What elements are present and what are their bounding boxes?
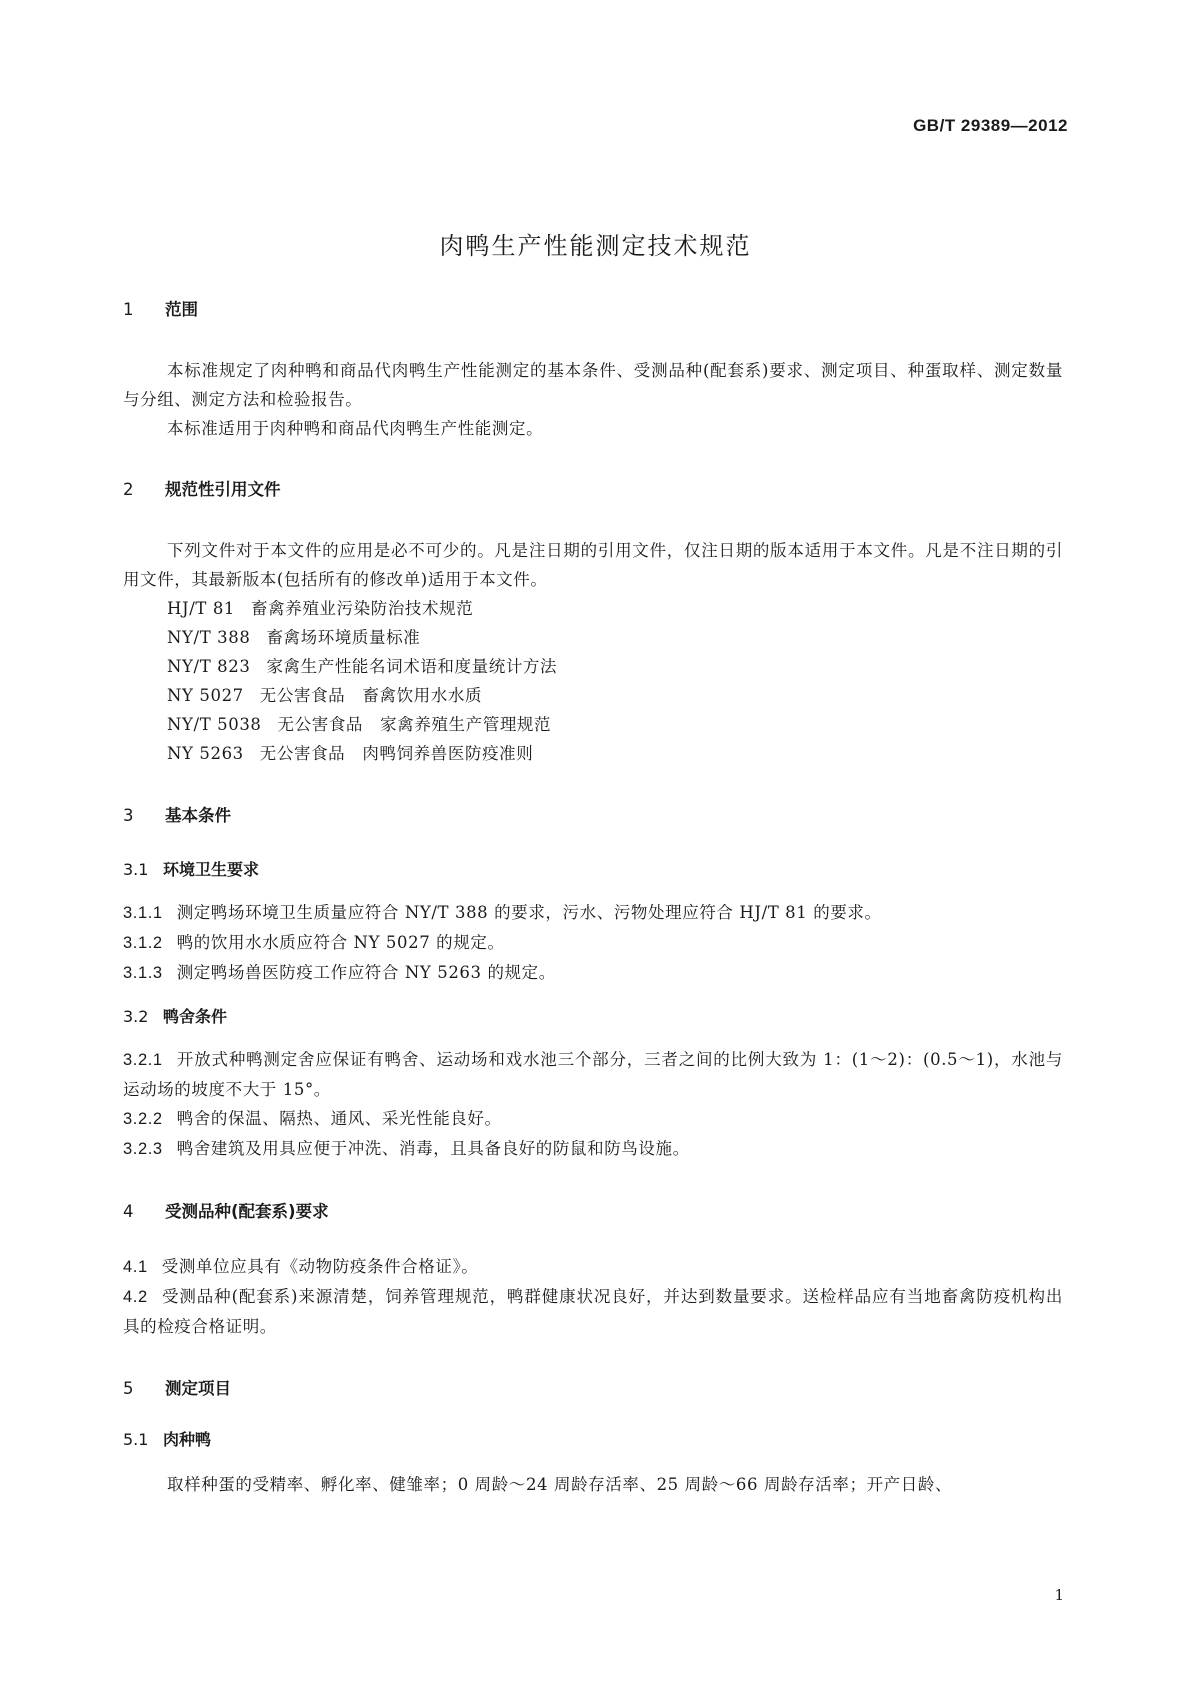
reference-item — [167, 623, 1063, 652]
clause-text: 测定鸭场兽医防疫工作应符合 NY 5263 的规定。 — [176, 963, 556, 982]
paragraph: 本标准规定了肉种鸭和商品代肉鸭生产性能测定的基本条件、受测品种(配套系)要求、测定项目、种蛋取样、测定数量与分组、测定方法和检验报告。 — [123, 361, 1063, 409]
reference-item — [167, 739, 1063, 768]
reference-title: 家禽生产性能名词术语和度量统计方法 — [266, 657, 558, 676]
clause — [123, 1104, 1063, 1134]
clause — [123, 1282, 1063, 1341]
section-heading — [123, 476, 1063, 500]
subsection-number: 5.1 — [123, 1430, 149, 1449]
clause-text: 受测单位应具有《动物防疫条件合格证》。 — [161, 1257, 479, 1276]
subsection-title: 鸭舍条件 — [163, 1007, 228, 1026]
reference-item — [167, 652, 1063, 681]
paragraph: 下列文件对于本文件的应用是必不可少的。凡是注日期的引用文件，仅注日期的版本适用于本文件。凡是不注日期的引用文件，其最新版本(包括所有的修改单)适用于本文件。 — [123, 541, 1063, 589]
clause-text: 开放式种鸭测定舍应保证有鸭舍、运动场和戏水池三个部分，三者之间的比例大致为 1：(1～2)：(0.5～1)，水池与运动场的坡度不大于 15°。 — [123, 1050, 1063, 1099]
subsection-title: 肉种鸭 — [163, 1430, 212, 1449]
clause-number: 3.1.2 — [123, 934, 163, 952]
section-title: 规范性引用文件 — [165, 480, 281, 499]
subsection-title: 环境卫生要求 — [163, 860, 260, 879]
clause-number: 3.2.1 — [123, 1051, 163, 1069]
subsection-heading — [123, 1004, 1063, 1027]
section-heading — [123, 1375, 1063, 1399]
reference-title: 畜禽场环境质量标准 — [266, 628, 421, 647]
reference-code: NY/T 823 — [167, 657, 251, 676]
clause-number: 3.1.1 — [123, 904, 163, 922]
clause — [123, 898, 1063, 928]
clause-text: 鸭舍的保温、隔热、通风、采光性能良好。 — [176, 1109, 502, 1128]
reference-code: NY/T 5038 — [167, 715, 262, 734]
subsection-number: 3.2 — [123, 1007, 149, 1026]
section-title: 受测品种(配套系)要求 — [165, 1202, 329, 1221]
reference-code: HJ/T 81 — [167, 599, 236, 618]
clause — [123, 1252, 1063, 1282]
clause-number: 3.2.2 — [123, 1110, 163, 1128]
clause-text: 测定鸭场环境卫生质量应符合 NY/T 388 的要求，污水、污物处理应符合 HJ/T 81 的要求。 — [176, 903, 882, 922]
section-title: 测定项目 — [165, 1379, 231, 1398]
reference-code: NY/T 388 — [167, 628, 251, 647]
subsection-number: 3.1 — [123, 860, 149, 879]
section-number: 1 — [123, 300, 134, 319]
reference-item — [167, 681, 1063, 710]
section-number: 5 — [123, 1379, 134, 1398]
clause-number: 4.1 — [123, 1258, 148, 1276]
reference-code: NY 5027 — [167, 686, 244, 705]
page-number: 1 — [1054, 1586, 1064, 1604]
subsection-heading — [123, 1427, 1063, 1450]
section-heading — [123, 1198, 1063, 1222]
section-title: 范围 — [165, 300, 198, 319]
reference-title: 无公害食品 畜禽饮用水水质 — [259, 686, 483, 705]
reference-item — [167, 594, 1063, 623]
clause-number: 3.2.3 — [123, 1140, 163, 1158]
clause-text: 受测品种(配套系)来源清楚，饲养管理规范，鸭群健康状况良好，并达到数量要求。送检样品应有当地畜禽防疫机构出具的检疫合格证明。 — [123, 1287, 1063, 1336]
reference-title: 无公害食品 肉鸭饲养兽医防疫准则 — [259, 744, 534, 763]
standard-code: GB/T 29389—2012 — [913, 116, 1068, 135]
paragraph: 本标准适用于肉种鸭和商品代肉鸭生产性能测定。 — [167, 419, 544, 438]
clause-number: 3.1.3 — [123, 964, 163, 982]
subsection-heading — [123, 857, 1063, 880]
section-heading — [123, 802, 1063, 826]
clause-number: 4.2 — [123, 1288, 148, 1306]
clause — [123, 958, 1063, 988]
clause — [123, 1045, 1063, 1104]
reference-title: 无公害食品 家禽养殖生产管理规范 — [277, 715, 552, 734]
clause — [123, 1134, 1063, 1164]
clause — [123, 928, 1063, 958]
section-number: 3 — [123, 806, 134, 825]
reference-item — [167, 710, 1063, 739]
document-body — [123, 296, 1063, 1499]
document-title: 肉鸭生产性能测定技术规范 — [439, 232, 752, 260]
clause-text: 鸭舍建筑及用具应便于冲洗、消毒，且具备良好的防鼠和防鸟设施。 — [176, 1139, 690, 1158]
section-title: 基本条件 — [165, 806, 231, 825]
section-number: 4 — [123, 1202, 134, 1221]
paragraph: 取样种蛋的受精率、孵化率、健雏率；0 周龄～24 周龄存活率、25 周龄～66 周龄存活率；开产日龄、 — [167, 1475, 953, 1494]
clause-text: 鸭的饮用水水质应符合 NY 5027 的规定。 — [176, 933, 505, 952]
section-number: 2 — [123, 480, 134, 499]
reference-title: 畜禽养殖业污染防治技术规范 — [251, 599, 474, 618]
section-heading — [123, 296, 1063, 320]
reference-code: NY 5263 — [167, 744, 244, 763]
